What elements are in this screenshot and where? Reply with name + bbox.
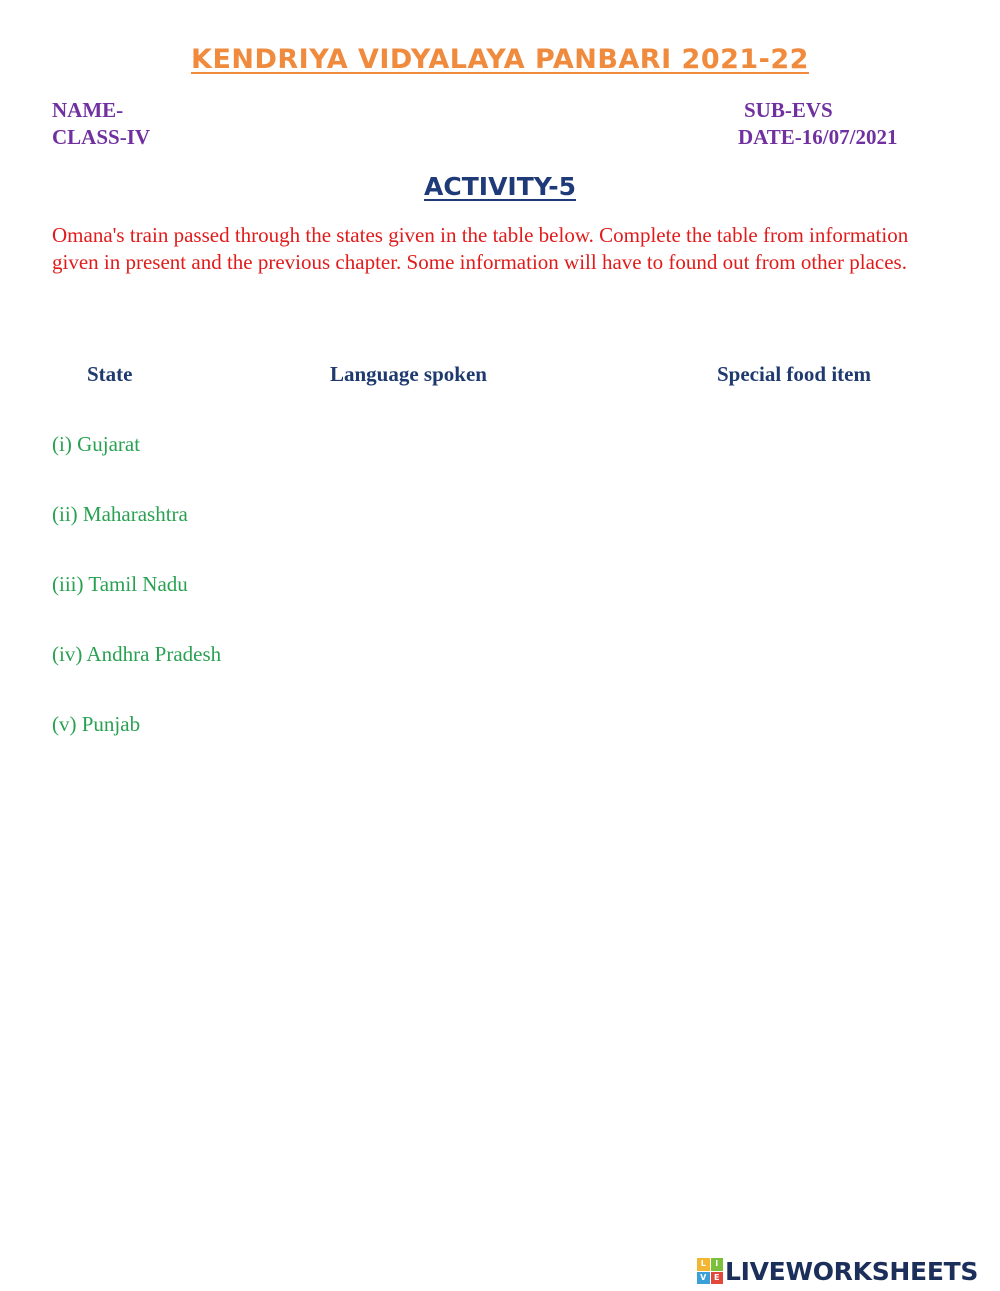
logo-letter-e: E (711, 1272, 724, 1285)
liveworksheets-logo-icon (697, 1258, 723, 1284)
logo-letter-v: V (697, 1272, 710, 1285)
date-label: DATE-16/07/2021 (738, 125, 898, 149)
liveworksheets-brand[interactable] (697, 1256, 978, 1286)
state-row-maharashtra: (ii) Maharashtra (52, 502, 188, 526)
state-row-gujarat: (i) Gujarat (52, 432, 141, 456)
state-row-tamil-nadu: (iii) Tamil Nadu (52, 572, 188, 596)
logo-letter-l: L (697, 1258, 710, 1271)
state-row-punjab: (v) Punjab (52, 712, 141, 736)
logo-letter-i: I (711, 1258, 724, 1271)
name-label: NAME- (52, 98, 124, 122)
state-list (52, 430, 952, 780)
class-label: CLASS-IV (52, 125, 151, 149)
school-title: KENDRIYA VIDYALAYA PANBARI 2021-22 (191, 44, 809, 75)
header-state: State (87, 362, 133, 386)
activity-title: ACTIVITY-5 (424, 172, 576, 201)
subject-label: SUB-EVS (744, 98, 833, 122)
state-row-andhra-pradesh: (iv) Andhra Pradesh (52, 642, 222, 666)
header-special-food-item: Special food item (717, 362, 871, 386)
header-language-spoken: Language spoken (330, 362, 487, 386)
brand-text: LIVEWORKSHEETS (725, 1256, 979, 1286)
instructions-text: Omana's train passed through the states given in the table below. Complete the table from information given in present and the previous chapter. Some information will have to found out from other places. (52, 223, 909, 274)
